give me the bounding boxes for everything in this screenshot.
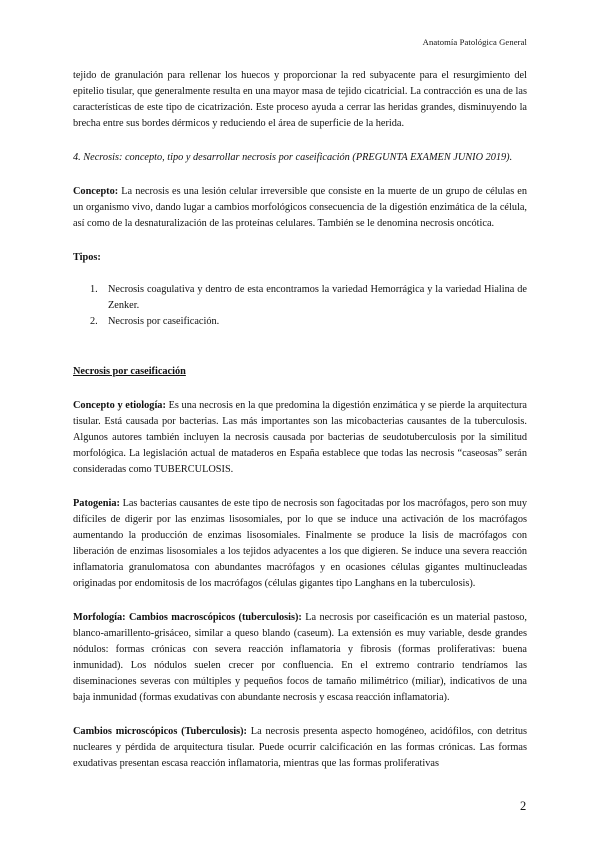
page-body [73, 68, 527, 772]
microscopicos-paragraph [73, 724, 527, 772]
morfologia-text: La necrosis por caseificación es un material pastoso, blanco-amarillento-grisáceo, similar a queso blando (caseum). La extensión es muy variable, desde grandes nódulos: formas crónicas con severa reacción inflamatoria y fibrosis (formas proliferativas: buena inmunidad). Los nódulos suelen crecer por confluencia. En el extremo contrario tendríamos las diseminaciones severas con múltiples y pequeños focos de tamaño milimétrico (miliar), indicativos de una baja inmunidad (formas exudativas con abundante necrosis y escasa reacción inflamatoria). [73, 612, 527, 703]
microscopicos-label: Cambios microscópicos (Tuberculosis): [73, 726, 247, 737]
tipos-heading: Tipos: [73, 252, 101, 263]
tipos-list [73, 282, 527, 330]
concepto-paragraph [73, 184, 527, 232]
list-item-text: Necrosis coagulativa y dentro de esta encontramos la variedad Hemorrágica y la variedad Hialina de Zenker. [108, 284, 527, 311]
concepto-text: La necrosis es una lesión celular irreversible que consiste en la muerte de un grupo de células en un organismo vivo, dando lugar a cambios morfológicos consecuencia de la digestión enzimática de la célula, así como de la desnaturalización de las proteínas celulares. También se le denomina necrosis oncótica. [73, 186, 527, 229]
concepto-etiologia-label: Concepto y etiología: [73, 400, 166, 411]
concepto-label: Concepto: [73, 186, 119, 197]
list-item-number: 1. [90, 284, 98, 295]
page-number: 2 [520, 799, 527, 813]
list-item-text: Necrosis por caseificación. [108, 316, 220, 327]
caseificacion-title: Necrosis por caseificación [73, 366, 186, 377]
running-header: Anatomía Patológica General [422, 37, 527, 47]
section-heading: 4. Necrosis: concepto, tipo y desarrollar necrosis por caseificación (PREGUNTA EXAMEN JUNIO 2019). [73, 152, 513, 163]
list-item [73, 282, 527, 314]
patogenia-paragraph [73, 496, 527, 592]
list-item-number: 2. [90, 316, 98, 327]
concepto-etiologia-paragraph [73, 398, 527, 478]
patogenia-label: Patogenia: [73, 498, 120, 509]
intro-paragraph: tejido de granulación para rellenar los huecos y proporcionar la red subyacente para el resurgimiento del epitelio tisular, que generalmente resulta en una mayor masa de tejido cicatricial. La contracción es una de las características de este tipo de cicatrización. Este proceso ayuda a cerrar las heridas grandes, disminuyendo la brecha entre sus bordes dérmicos y reduciendo el área de superficie de la herida. [73, 70, 527, 129]
concepto-etiologia-text: Es una necrosis en la que predomina la digestión enzimática y se pierde la arquitectura tisular. Está causada por bacterias. Las más importantes son las micobacterias causantes de la tuberculosis. Algunos autores también incluyen la necrosis causada por bacterias de seudotuberculosis por la similitud morfológica. La legislación actual de mataderos en España establece que todas las necrosis “caseosas” serán consideradas como TUBERCULOSIS. [73, 400, 527, 475]
list-item [73, 314, 527, 330]
morfologia-paragraph [73, 610, 527, 706]
patogenia-text: Las bacterias causantes de este tipo de necrosis son fagocitadas por los macrófagos, pero son muy difíciles de digerir por las enzimas lisosomiales, por lo que se induce una activación de los macrófagos aumentando la producción de enzimas lisosomiales. Finalmente se produce la lisis de macrófagos con liberación de enzimas lisosomiales a los tejidos adyacentes a los que digieren. Se induce una severa reacción inflamatoria granulomatosa con abundantes macrófagos y en ocasiones células gigantes multinucleadas originadas por endomitosis de los macrófagos (células gigantes tipo Langhans en la tuberculosis). [73, 498, 527, 589]
microscopicos-text: La necrosis presenta aspecto homogéneo, acidófilos, con detritus nucleares y pérdida de arquitectura tisular. Puede ocurrir calcificación en las formas crónicas. Las formas exudativas presentan escasa reacción inflamatoria, mientras que las formas proliferativas [73, 726, 528, 769]
morfologia-label: Morfología: Cambios macroscópicos (tuberculosis): [73, 612, 302, 623]
